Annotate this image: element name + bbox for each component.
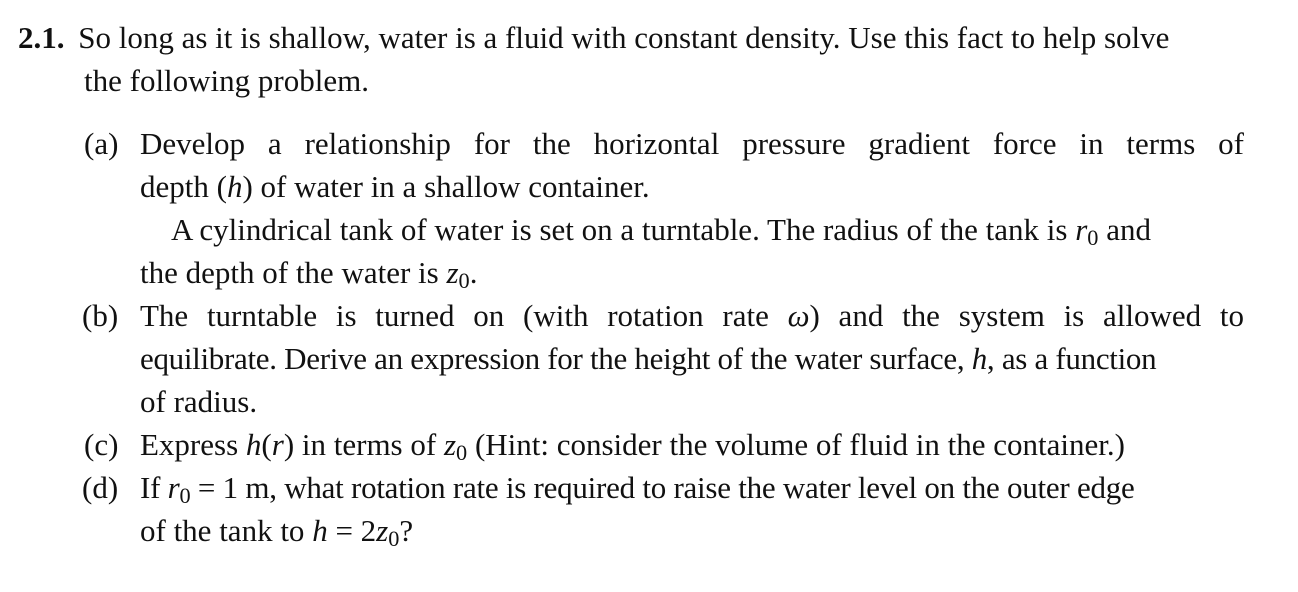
part-d-line2: of the tank to $h = 2z_0$? [140,513,414,551]
part-b-line3: of radius. [140,384,258,419]
part-b-label: (b) [82,298,119,333]
setup-line1: A cylindrical tank of water is set on a turntable. The radius of the tank is $r_0$ and [171,212,1151,250]
part-c-line: Express h(r) in terms of $z_0$ (Hint: consider the volume of fluid in the container.) [140,427,1125,465]
part-a-line2: depth (h) of water in a shallow container. [140,169,650,204]
setup-line2: the depth of the water is $z_0$. [140,255,478,293]
part-b-line1: The turntable is turned on (with rotation rate ω) and the system is allowed to [140,298,1244,333]
part-a-label: (a) [84,126,119,161]
part-d-line1: If $r_0 = 1$ m, what rotation rate is required to raise the water level on the outer edge [140,470,1135,508]
part-b-line2: equilibrate. Derive an expression for the height of the water surface, h, as a function [140,341,1157,376]
problem-intro-line2: the following problem. [84,63,369,98]
part-a-line1: Develop a relationship for the horizontal pressure gradient force in terms of [140,126,1244,161]
part-d-label: (d) [82,470,119,505]
problem-intro-text: So long as it is shallow, water is a fluid with constant density. Use this fact to help solve [78,20,1170,55]
problem-intro-line1 [18,22,1169,53]
part-c-label: (c) [84,427,119,462]
problem-number: 2.1. [18,20,65,55]
